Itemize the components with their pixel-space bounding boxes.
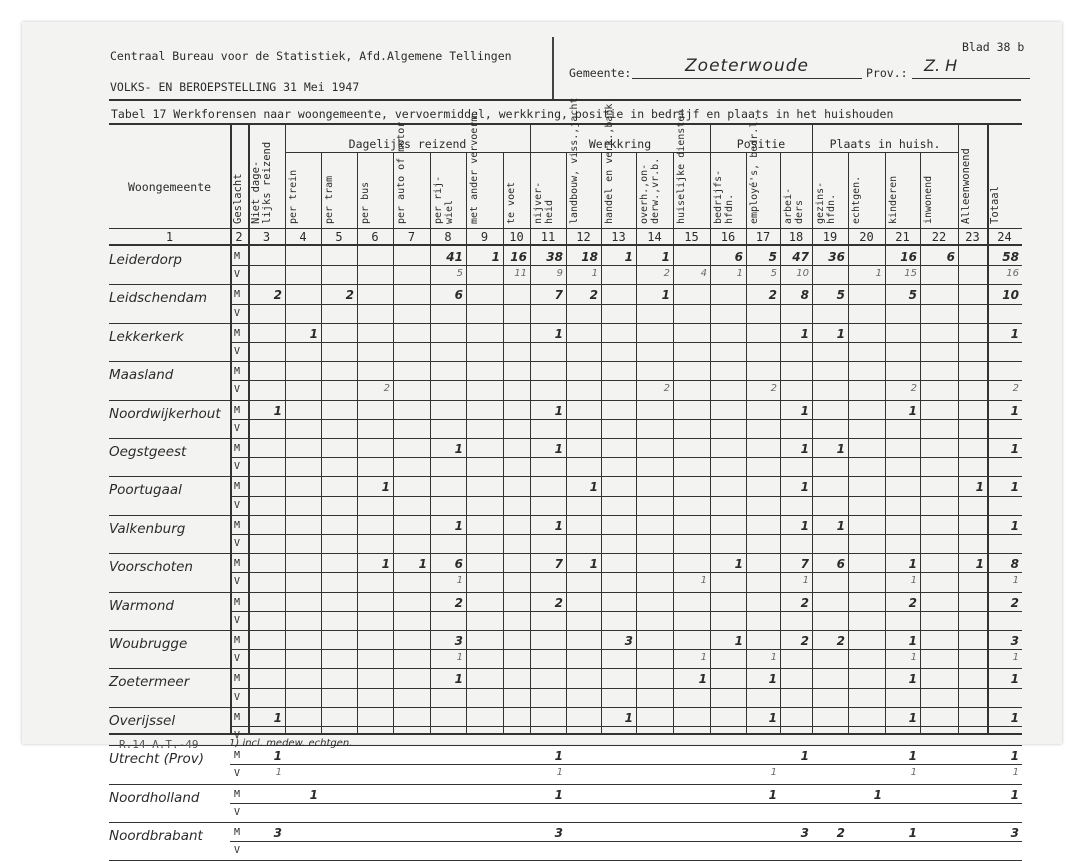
column-header: Geslacht	[232, 173, 244, 224]
cell-value: 1	[454, 672, 463, 687]
column-number: 20	[859, 230, 874, 244]
table-title: Tabel 17 Werkforensen naar woongemeente, vervoermiddel, werkkring, positie in bedrijf en plaats in het huishouden	[111, 107, 894, 121]
cell-value: 1	[589, 480, 598, 495]
column-number: 7	[407, 230, 416, 244]
column-number: 19	[822, 230, 838, 244]
sex-label: M	[234, 827, 241, 838]
column-header: bedrijfs- hfdn.	[713, 169, 735, 224]
row-place-name: Woubrugge	[109, 636, 188, 652]
cell-value: 1	[1010, 749, 1019, 764]
column-header: inwonend	[923, 175, 934, 224]
column-header: Woongemeente	[127, 180, 212, 194]
cell-value: 8	[800, 288, 809, 303]
column-number: 24	[997, 230, 1012, 244]
bureau-title: Centraal Bureau voor de Statistiek, Afd.Algemene Tellingen	[110, 49, 512, 63]
cell-value: 1	[800, 442, 809, 456]
sex-label: V	[234, 576, 241, 588]
column-rule	[285, 123, 286, 733]
sex-label: V	[234, 499, 241, 511]
column-header: per bus	[360, 181, 371, 224]
row-rule	[109, 400, 1022, 401]
group-header: Werkkring	[588, 137, 652, 151]
cell-value: 2	[800, 595, 809, 610]
table-top-rule	[109, 123, 1022, 125]
row-place-name: Lekkerkerk	[109, 328, 184, 345]
cell-value: 8	[1010, 557, 1019, 572]
cell-value: 3	[273, 826, 282, 840]
cell-value: 1	[1010, 480, 1019, 495]
group-header: Positie	[736, 137, 786, 151]
cell-value: 1	[1010, 518, 1019, 533]
row-rule	[109, 707, 1022, 708]
cell-value: 2	[383, 383, 390, 395]
column-number: 12	[576, 230, 591, 244]
sex-row-rule	[230, 380, 1022, 381]
sex-row-rule	[230, 611, 1022, 612]
cell-value: 1	[491, 250, 500, 264]
column-number: 18	[788, 230, 804, 244]
census-title: VOLKS- EN BEROEPSTELLING 31 Mei 1947	[110, 80, 360, 94]
row-rule	[109, 284, 1022, 285]
sex-label: V	[234, 346, 241, 357]
cell-value: 1	[554, 442, 563, 456]
sex-label: V	[234, 653, 241, 665]
sex-row-rule	[230, 841, 1022, 842]
column-header: nijver- heid	[533, 181, 555, 224]
cell-value: 2	[454, 595, 463, 610]
column-header: per tram	[324, 175, 335, 224]
column-header: echtgen.	[851, 175, 862, 224]
column-rule	[848, 152, 849, 733]
sex-label: M	[234, 635, 241, 646]
cell-value: 7	[800, 557, 809, 572]
cell-value: 1	[836, 326, 845, 341]
prov-label: Prov.:	[866, 66, 908, 80]
cell-value: 1	[589, 557, 598, 572]
cell-value: 2	[663, 268, 670, 280]
cell-value: 1	[975, 480, 984, 495]
column-number: 4	[299, 230, 307, 244]
column-rule	[466, 152, 467, 733]
row-rule	[109, 515, 1022, 516]
cell-value: 5	[836, 288, 845, 303]
column-number: 10	[509, 230, 524, 244]
sex-label: M	[234, 251, 241, 262]
group-header: Dagelijks reizend	[348, 137, 467, 151]
cell-value: 1	[273, 749, 282, 764]
column-number: 15	[684, 230, 699, 244]
column-number: 1	[165, 230, 174, 244]
sex-label: V	[234, 730, 241, 741]
cell-value: 1	[624, 250, 633, 264]
row-rule	[109, 592, 1022, 593]
column-rule	[746, 152, 747, 733]
cell-value: 3	[1010, 826, 1019, 840]
cell-value: 2	[800, 634, 809, 648]
row-place-name: Poortugaal	[109, 482, 182, 499]
cell-value: 1	[456, 575, 463, 587]
cell-value: 1	[456, 652, 463, 664]
column-header: employé's, bedr.l.	[749, 115, 760, 224]
column-rule	[566, 152, 567, 733]
row-place-name: Noordbrabant	[109, 828, 203, 844]
row-rule	[109, 668, 1022, 669]
sex-label: V	[234, 269, 241, 281]
cell-value: 2	[768, 288, 777, 303]
column-number: 17	[755, 230, 771, 244]
cell-value: 5	[456, 268, 463, 280]
cell-value: 1	[700, 652, 707, 664]
cell-value: 1	[1010, 672, 1019, 687]
cell-value: 36	[828, 250, 845, 264]
cell-value: 1	[554, 518, 563, 533]
cell-value: 1	[734, 557, 743, 572]
sex-row-rule	[230, 419, 1022, 420]
column-header: per auto of motor	[396, 121, 407, 224]
column-rule	[812, 123, 813, 733]
cell-value: 9	[556, 268, 563, 280]
cell-value: 4	[700, 268, 707, 280]
cell-value: 1	[908, 826, 917, 840]
cell-value: 1	[875, 268, 882, 280]
column-number: 23	[965, 230, 980, 244]
sex-row-rule	[230, 726, 1022, 727]
cell-value: 2	[770, 383, 777, 395]
cell-value: 47	[792, 250, 809, 264]
cell-value: 1	[381, 557, 390, 572]
cell-value: 2	[910, 383, 917, 395]
cell-value: 1	[1012, 652, 1019, 664]
sex-label: V	[234, 691, 241, 703]
cell-value: 6	[836, 557, 845, 572]
column-rule	[430, 152, 431, 733]
column-header: met ander vervoerm.	[469, 109, 480, 224]
cell-value: 41	[446, 250, 463, 264]
cell-value: 2	[1010, 595, 1019, 610]
row-rule	[109, 323, 1022, 324]
table-bottom-rule	[109, 733, 1022, 735]
cell-value: 5	[768, 250, 777, 264]
cell-value: 1	[975, 557, 984, 572]
cell-value: 7	[554, 288, 563, 303]
row-place-name: Leidschendam	[109, 290, 208, 307]
sex-row-rule	[230, 457, 1022, 458]
sex-row-rule	[230, 534, 1022, 535]
cell-value: 1	[624, 710, 633, 725]
cell-value: 1	[768, 710, 777, 725]
cell-value: 1	[908, 403, 917, 418]
sex-label: V	[234, 768, 241, 780]
cell-value: 2	[554, 595, 563, 610]
sex-label: M	[234, 366, 241, 378]
column-header: arbei- ders	[783, 187, 805, 224]
cell-value: 3	[624, 634, 633, 648]
cell-value: 1	[454, 442, 463, 456]
column-number: 11	[540, 230, 556, 244]
group-rule	[812, 152, 958, 153]
row-place-name: Noordholland	[109, 789, 200, 806]
cell-value: 1	[1010, 326, 1019, 341]
cell-value: 10	[1002, 288, 1019, 303]
cell-value: 1	[698, 672, 707, 687]
sex-label: M	[234, 558, 241, 570]
cell-value: 18	[581, 250, 598, 264]
row-rule	[109, 438, 1022, 439]
sex-label: M	[234, 481, 241, 493]
sex-row-rule	[230, 688, 1022, 689]
sex-label: V	[234, 614, 241, 626]
sheet-number: Blad 38 b	[962, 40, 1025, 54]
gemeente-value: Zoeterwoude	[632, 56, 862, 79]
column-number: 5	[335, 230, 343, 244]
row-place-name: Zoetermeer	[109, 674, 190, 691]
form-code: R.14 A.T.-49	[119, 738, 199, 751]
column-number: 13	[611, 230, 626, 244]
cell-value: 10	[796, 268, 809, 280]
column-header: te voet	[506, 181, 517, 224]
sex-label: M	[234, 327, 241, 339]
sex-label: V	[234, 538, 241, 549]
column-header: huiselijke diensten	[676, 109, 687, 224]
cell-value: 1	[554, 787, 563, 802]
cell-value: 3	[554, 826, 563, 840]
cell-value: 1	[800, 326, 809, 341]
cell-value: 1	[800, 403, 809, 418]
cell-value: 1	[554, 403, 563, 418]
sex-label: V	[234, 845, 241, 857]
cell-value: 2	[589, 288, 598, 303]
cell-value: 3	[800, 826, 809, 840]
cell-value: 1	[1010, 442, 1019, 456]
sex-row-rule	[230, 764, 1022, 765]
column-number: 6	[371, 230, 379, 244]
sex-label: M	[234, 788, 241, 800]
cell-value: 16	[510, 250, 527, 264]
footnote: 1) incl. medew. echtgen.	[229, 738, 353, 749]
row-place-name: Valkenburg	[109, 520, 186, 537]
cell-value: 2	[908, 595, 917, 610]
sex-label: V	[234, 461, 241, 473]
row-place-name: Utrecht (Prov)	[109, 751, 205, 768]
cell-value: 1	[1010, 787, 1019, 802]
cell-value: 15	[904, 268, 917, 280]
sex-row-rule	[230, 572, 1022, 573]
cell-value: 1	[800, 480, 809, 495]
sex-row-rule	[230, 496, 1022, 497]
sex-label: M	[234, 289, 241, 301]
column-rule	[357, 152, 358, 733]
sex-label: V	[234, 307, 241, 319]
cell-value: 1	[418, 557, 427, 572]
sex-label: V	[234, 806, 241, 818]
sex-label: M	[234, 596, 241, 608]
column-header: per rij- wiel	[433, 175, 455, 224]
cell-value: 1	[273, 710, 282, 725]
cell-value: 1	[800, 749, 809, 764]
cell-value: 7	[554, 557, 563, 572]
cell-value: 1	[910, 767, 917, 779]
sex-row-rule	[230, 304, 1022, 305]
column-header: kinderen	[888, 175, 899, 224]
cell-value: 1	[836, 442, 845, 456]
cell-value: 2	[836, 826, 845, 840]
cell-value: 1	[908, 634, 917, 648]
sex-row-rule	[230, 265, 1022, 266]
column-number: 22	[931, 230, 947, 244]
cell-value: 1	[910, 652, 917, 664]
sex-label: V	[234, 422, 241, 434]
cell-value: 1	[908, 672, 917, 687]
header-divider	[552, 37, 554, 100]
row-rule	[109, 361, 1022, 362]
column-number: 8	[444, 230, 452, 244]
column-number: 14	[647, 230, 662, 244]
row-place-name: Leiderdorp	[109, 252, 182, 268]
column-rule	[601, 152, 602, 733]
cell-value: 1	[661, 288, 670, 303]
row-place-name: Maasland	[109, 367, 174, 384]
group-rule	[710, 152, 812, 153]
column-header: Totaal	[989, 186, 1001, 224]
sex-label: M	[234, 711, 241, 723]
cell-value: 1	[770, 767, 777, 779]
cell-value: 1	[554, 749, 563, 764]
cell-value: 1	[309, 787, 318, 802]
cell-value: 1	[661, 250, 670, 264]
cell-value: 16	[900, 250, 917, 264]
column-rule	[885, 152, 886, 733]
cell-value: 6	[734, 250, 743, 264]
column-rule	[393, 152, 394, 733]
sex-row-rule	[230, 649, 1022, 650]
cell-value: 1	[910, 575, 917, 587]
group-header: Plaats in huish.	[829, 137, 941, 151]
column-number: 2	[235, 230, 243, 244]
row-place-name: Voorschoten	[109, 559, 193, 576]
cell-value: 2	[345, 288, 354, 303]
cell-value: 2	[836, 634, 845, 648]
cell-value: 2	[273, 288, 282, 303]
cell-value: 6	[454, 288, 463, 303]
cell-value: 1	[556, 767, 563, 779]
cell-value: 1	[1010, 403, 1019, 418]
cell-value: 1	[734, 634, 743, 648]
row-place-name: Noordwijkerhout	[109, 405, 221, 422]
cell-value: 1	[768, 787, 777, 802]
column-rule	[958, 123, 959, 733]
cell-value: 1	[454, 518, 463, 533]
column-header: Niet dage- lijks reizend	[250, 141, 273, 224]
cell-value: 16	[1006, 268, 1019, 280]
cell-value: 1	[275, 767, 282, 779]
gemeente-label: Gemeente:	[569, 66, 632, 80]
column-rule	[920, 152, 921, 733]
column-header: handel en verk.,bank	[604, 103, 615, 224]
sex-row-rule	[230, 342, 1022, 343]
cell-value: 1	[381, 480, 390, 495]
cell-value: 1	[273, 403, 282, 418]
cell-value: 1	[873, 787, 882, 802]
sex-row-rule	[230, 803, 1022, 804]
cell-value: 5	[770, 268, 777, 280]
cell-value: 3	[1010, 634, 1019, 648]
cell-value: 5	[908, 288, 917, 303]
cell-value: 1	[1012, 575, 1019, 587]
cell-value: 2	[663, 383, 670, 395]
column-number: 16	[720, 230, 736, 244]
cell-value: 1	[591, 268, 598, 280]
column-number: 9	[480, 230, 489, 244]
row-place-name: Overijssel	[109, 712, 176, 729]
column-rule	[673, 152, 674, 733]
cell-value: 1	[800, 518, 809, 533]
cell-value: 1	[770, 652, 777, 664]
cell-value: 1	[1010, 710, 1019, 725]
cell-value: 3	[454, 634, 463, 648]
cell-value: 1	[802, 575, 809, 587]
cell-value: 1	[908, 749, 917, 764]
row-rule	[109, 630, 1022, 631]
cell-value: 1	[554, 326, 563, 341]
column-header: overh.,on- derw.,vr.b.	[639, 157, 661, 224]
sex-label: M	[234, 443, 241, 454]
prov-value: Z. H	[912, 56, 1030, 79]
column-header: gezins- hfdn.	[815, 181, 837, 224]
cell-value: 1	[908, 557, 917, 572]
cell-value: 1	[309, 326, 318, 341]
sex-label: M	[234, 750, 241, 762]
column-rule	[530, 123, 531, 733]
column-header: landbouw, viss.,jacht	[569, 97, 580, 224]
cell-value: 6	[946, 250, 955, 264]
cell-value: 1	[700, 575, 707, 587]
column-header: per trein	[288, 169, 299, 224]
cell-value: 1	[736, 268, 743, 280]
cell-value: 1	[768, 672, 777, 687]
header-rule	[109, 99, 1021, 101]
sex-label: M	[234, 404, 241, 416]
group-rule	[285, 152, 530, 153]
row-place-name: Oegstgeest	[109, 444, 187, 460]
row-rule	[109, 553, 1022, 554]
column-header: Alleenwonend	[960, 148, 972, 224]
cell-value: 11	[514, 268, 527, 280]
row-place-name: Warmond	[109, 597, 174, 614]
column-rule	[710, 123, 711, 733]
column-number: 3	[262, 230, 271, 244]
row-rule	[109, 784, 1022, 785]
column-number: 21	[895, 230, 910, 244]
row-rule	[109, 476, 1022, 477]
cell-value: 1	[836, 518, 845, 533]
sex-label: V	[234, 384, 241, 396]
cell-value: 58	[1002, 250, 1019, 264]
cell-value: 1	[908, 710, 917, 725]
sex-label: M	[234, 519, 241, 531]
column-rule	[321, 152, 322, 733]
cell-value: 6	[454, 557, 463, 572]
column-rule	[636, 152, 637, 733]
cell-value: 1	[1012, 767, 1019, 779]
sex-label: M	[234, 673, 241, 685]
cell-value: 38	[546, 250, 563, 264]
row-rule	[109, 822, 1022, 823]
cell-value: 2	[1012, 383, 1019, 395]
